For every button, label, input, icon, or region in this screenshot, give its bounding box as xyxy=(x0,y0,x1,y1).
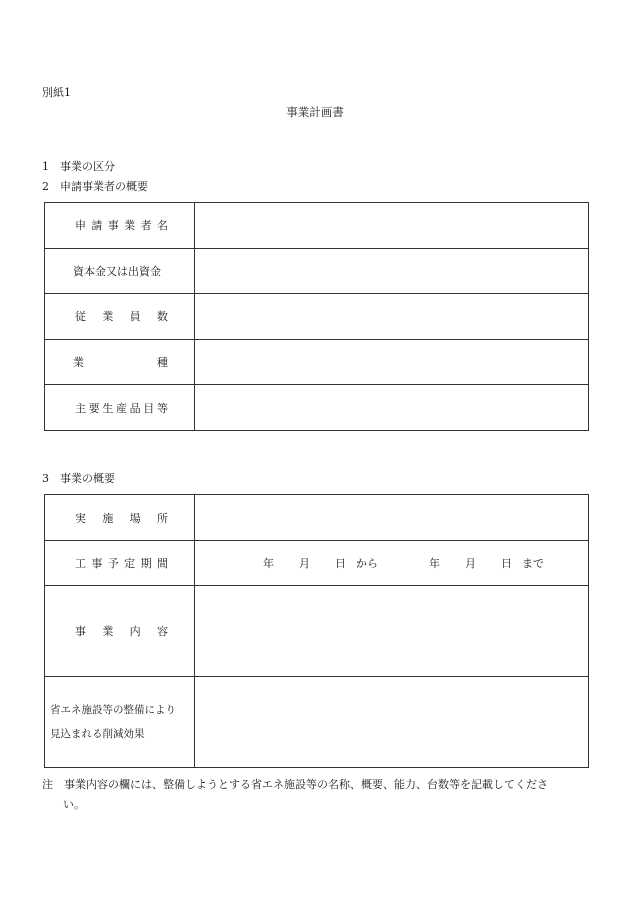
label-cell xyxy=(45,339,195,385)
label-cell xyxy=(45,495,195,541)
reduction-effect-label-line1: 省エネ施設等の整備により xyxy=(50,704,176,716)
table-row xyxy=(45,677,589,768)
reduction-effect-field[interactable] xyxy=(195,677,589,768)
table-row xyxy=(45,586,589,677)
industry-label xyxy=(73,354,168,370)
label-char: 生 xyxy=(102,401,114,415)
section-2-heading: 2 申請事業者の概要 xyxy=(42,180,148,193)
document-title: 事業計画書 xyxy=(286,105,344,119)
label-char: 目 xyxy=(143,401,155,415)
construction-period-label xyxy=(75,555,168,571)
label-char: 事 xyxy=(107,219,119,233)
until-text: まで xyxy=(522,557,544,570)
label-char: 所 xyxy=(156,511,168,525)
start-day-unit: 日 xyxy=(335,557,346,570)
capital-field[interactable] xyxy=(195,248,589,294)
attachment-label: 別紙1 xyxy=(42,86,71,99)
project-overview-table xyxy=(44,494,589,768)
applicant-name-field[interactable] xyxy=(195,203,589,249)
table-row xyxy=(45,385,589,431)
from-text: から xyxy=(356,557,378,570)
section-3-heading: 3 事業の概要 xyxy=(42,472,115,485)
label-char: 要 xyxy=(88,401,100,415)
label-char: 請 xyxy=(91,219,103,233)
site-field[interactable] xyxy=(195,495,589,541)
label-char: 主 xyxy=(75,401,86,415)
project-content-label xyxy=(75,623,168,639)
label-char: 定 xyxy=(124,557,136,570)
label-char: 産 xyxy=(115,401,127,415)
end-year-unit: 年 xyxy=(429,557,440,570)
label-char: 員 xyxy=(129,310,141,324)
label-cell xyxy=(45,294,195,340)
construction-period-field[interactable] xyxy=(195,541,589,586)
employee-count-field[interactable] xyxy=(195,294,589,340)
start-month-unit: 月 xyxy=(299,557,310,570)
label-cell xyxy=(45,385,195,431)
label-char: 実 xyxy=(75,511,86,525)
label-char: 業 xyxy=(102,625,114,638)
note-line-2: い。 xyxy=(63,798,85,811)
table-row xyxy=(45,339,589,385)
table-row xyxy=(45,294,589,340)
label-cell xyxy=(45,203,195,249)
table-row xyxy=(45,495,589,541)
label-char: 容 xyxy=(156,625,168,638)
table-row xyxy=(45,541,589,586)
label-char: 内 xyxy=(129,625,141,638)
label-char: 申 xyxy=(75,219,86,233)
label-char: 間 xyxy=(156,557,168,570)
label-cell xyxy=(45,541,195,586)
employee-count-label xyxy=(75,308,168,324)
label-cell xyxy=(45,677,195,768)
site-label xyxy=(75,510,168,526)
reduction-effect-label-line2: 見込まれる削減効果 xyxy=(50,728,145,740)
table-row xyxy=(45,248,589,294)
label-cell xyxy=(45,586,195,677)
label-char: 業 xyxy=(73,356,84,370)
end-month-unit: 月 xyxy=(465,557,476,570)
project-content-field[interactable] xyxy=(195,586,589,677)
start-year-unit: 年 xyxy=(263,557,274,570)
label-char: 等 xyxy=(156,401,168,415)
label-char: 工 xyxy=(75,557,86,570)
end-day-unit: 日 xyxy=(501,557,512,570)
label-char: 期 xyxy=(140,557,152,570)
label-char: 品 xyxy=(129,401,141,415)
table-row xyxy=(45,203,589,249)
industry-field[interactable] xyxy=(195,339,589,385)
main-products-field[interactable] xyxy=(195,385,589,431)
note-line-1: 注 事業内容の欄には、整備しようとする省エネ施設等の名称、概要、能力、台数等を記載してくださ xyxy=(42,778,548,791)
label-char: 場 xyxy=(129,511,141,525)
applicant-overview-table xyxy=(44,202,589,431)
label-cell xyxy=(45,248,195,294)
label-char: 従 xyxy=(75,310,86,324)
label-char: 業 xyxy=(102,310,114,324)
main-products-label xyxy=(75,400,168,416)
capital-label: 資本金又は出資金 xyxy=(73,264,161,278)
section-1-heading: 1 事業の区分 xyxy=(42,160,115,173)
label-char: 事 xyxy=(91,557,103,570)
label-char: 種 xyxy=(157,356,168,370)
label-char: 数 xyxy=(156,310,168,324)
label-char: 者 xyxy=(140,219,152,233)
label-char: 業 xyxy=(124,219,136,233)
reduction-effect-label xyxy=(50,698,194,746)
label-char: 施 xyxy=(102,511,114,525)
label-char: 予 xyxy=(107,557,119,570)
label-char: 名 xyxy=(156,219,168,233)
label-char: 事 xyxy=(75,625,86,638)
applicant-name-label xyxy=(75,217,168,233)
